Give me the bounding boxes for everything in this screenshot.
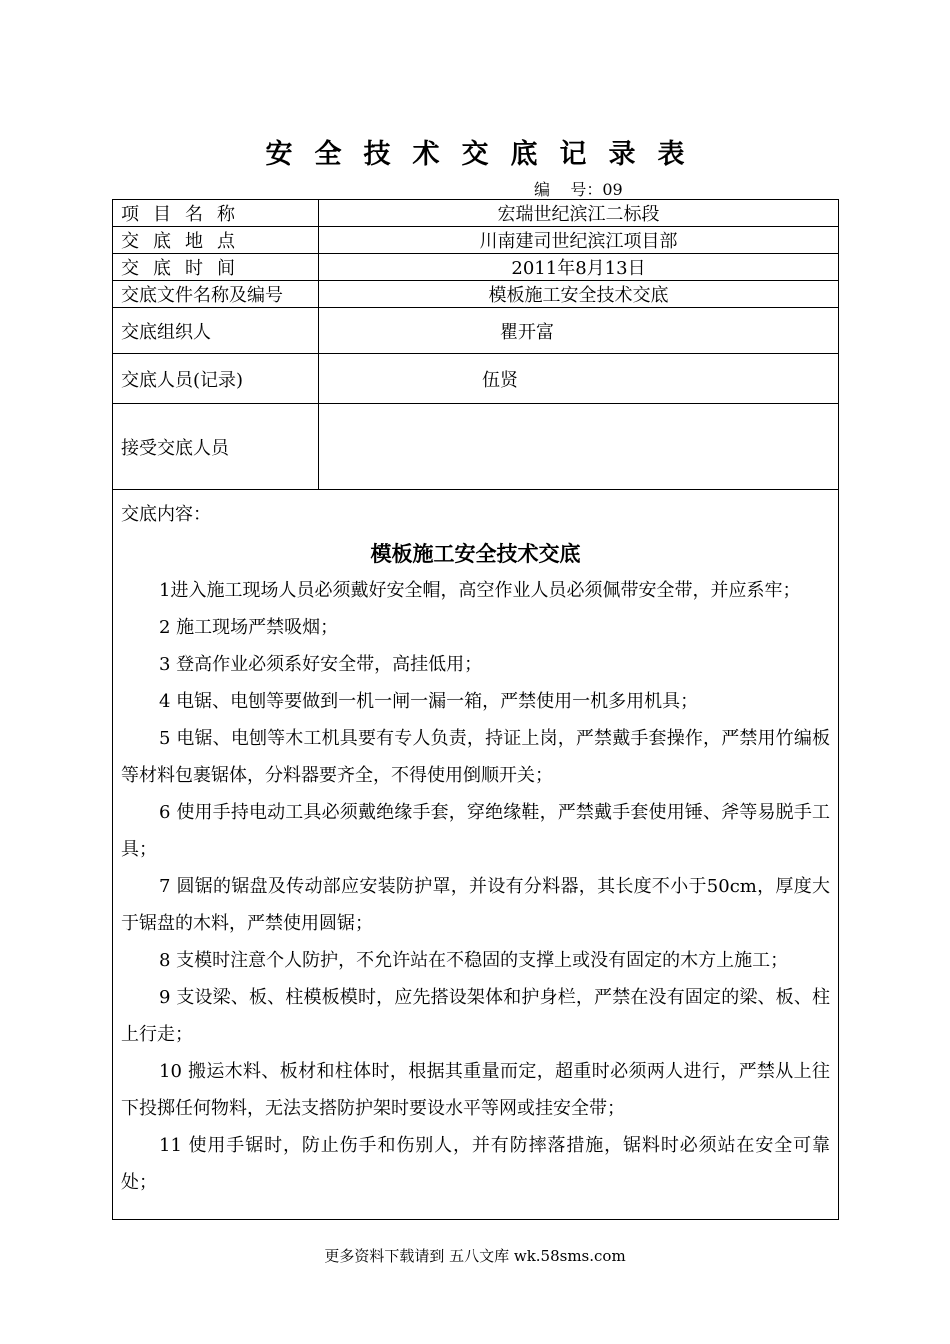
serial-label: 编 号： (534, 180, 603, 199)
table-row (113, 254, 839, 281)
row-label: 交底文件名称及编号 (113, 281, 319, 308)
list-item: 5 电锯、电刨等木工机具要有专人负责，持证上岗，严禁戴手套操作，严禁用竹编板等材料包裹锯体，分料器要齐全，不得使用倒顺开关； (121, 728, 830, 786)
content-row (113, 490, 839, 1220)
serial-value: 09 (602, 180, 623, 199)
table-row (113, 308, 839, 354)
row-value: 2011年8月13日 (319, 254, 839, 281)
table-row (113, 404, 839, 490)
list-item: 9 支设梁、板、柱模板模时，应先搭设架体和护身栏，严禁在没有固定的梁、板、柱上行走； (121, 987, 830, 1045)
table-row (113, 227, 839, 254)
content-heading: 交底内容： (121, 504, 211, 525)
row-value (319, 404, 839, 490)
content-title: 模板施工安全技术交底 (370, 542, 581, 566)
row-label: 项目名称 (113, 200, 319, 227)
row-label: 交底人员(记录) (113, 354, 319, 404)
footer-link-text: 更多资料下载请到 五八文库 wk.58sms.com (324, 1247, 626, 1265)
list-item: 3 登高作业必须系好安全带，高挂低用； (159, 654, 483, 675)
table-row (113, 200, 839, 227)
row-label: 接受交底人员 (113, 404, 319, 490)
row-value: 模板施工安全技术交底 (319, 281, 839, 308)
record-table (112, 199, 839, 1220)
content-cell (113, 490, 839, 1220)
list-item: 10 搬运木料、板材和柱体时，根据其重量而定，超重时必须两人进行，严禁从上往下投掷任何物料，无法支搭防护架时要设水平等网或挂安全带； (121, 1061, 830, 1119)
list-item: 7 圆锯的锯盘及传动部应安装防护罩，并设有分料器，其长度不小于50cm，厚度大于锯盘的木料，严禁使用圆锯； (121, 876, 830, 934)
list-item: 1进入施工现场人员必须戴好安全帽，高空作业人员必须佩带安全带，并应系牢； (159, 580, 801, 601)
row-value: 瞿开富 (319, 308, 839, 354)
row-label: 交底时间 (113, 254, 319, 281)
row-value: 伍贤 (319, 354, 839, 404)
list-item: 6 使用手持电动工具必须戴绝缘手套，穿绝缘鞋，严禁戴手套使用锤、斧等易脱手工具； (121, 802, 830, 860)
row-value: 宏瑞世纪滨江二标段 (319, 200, 839, 227)
list-item: 8 支模时注意个人防护，不允许站在不稳固的支撑上或没有固定的木方上施工； (159, 950, 789, 971)
row-value: 川南建司世纪滨江项目部 (319, 227, 839, 254)
list-item: 11 使用手锯时，防止伤手和伤别人，并有防摔落措施，锯料时必须站在安全可靠处； (121, 1135, 830, 1193)
table-row (113, 354, 839, 404)
document-title: 安全技术交底记录表 (265, 139, 707, 170)
row-label: 交底地点 (113, 227, 319, 254)
row-label: 交底组织人 (113, 308, 319, 354)
list-item: 4 电锯、电刨等要做到一机一闸一漏一箱，严禁使用一机多用机具； (159, 691, 699, 712)
serial-number (534, 177, 623, 200)
table-row (113, 281, 839, 308)
list-item: 2 施工现场严禁吸烟； (159, 617, 339, 638)
